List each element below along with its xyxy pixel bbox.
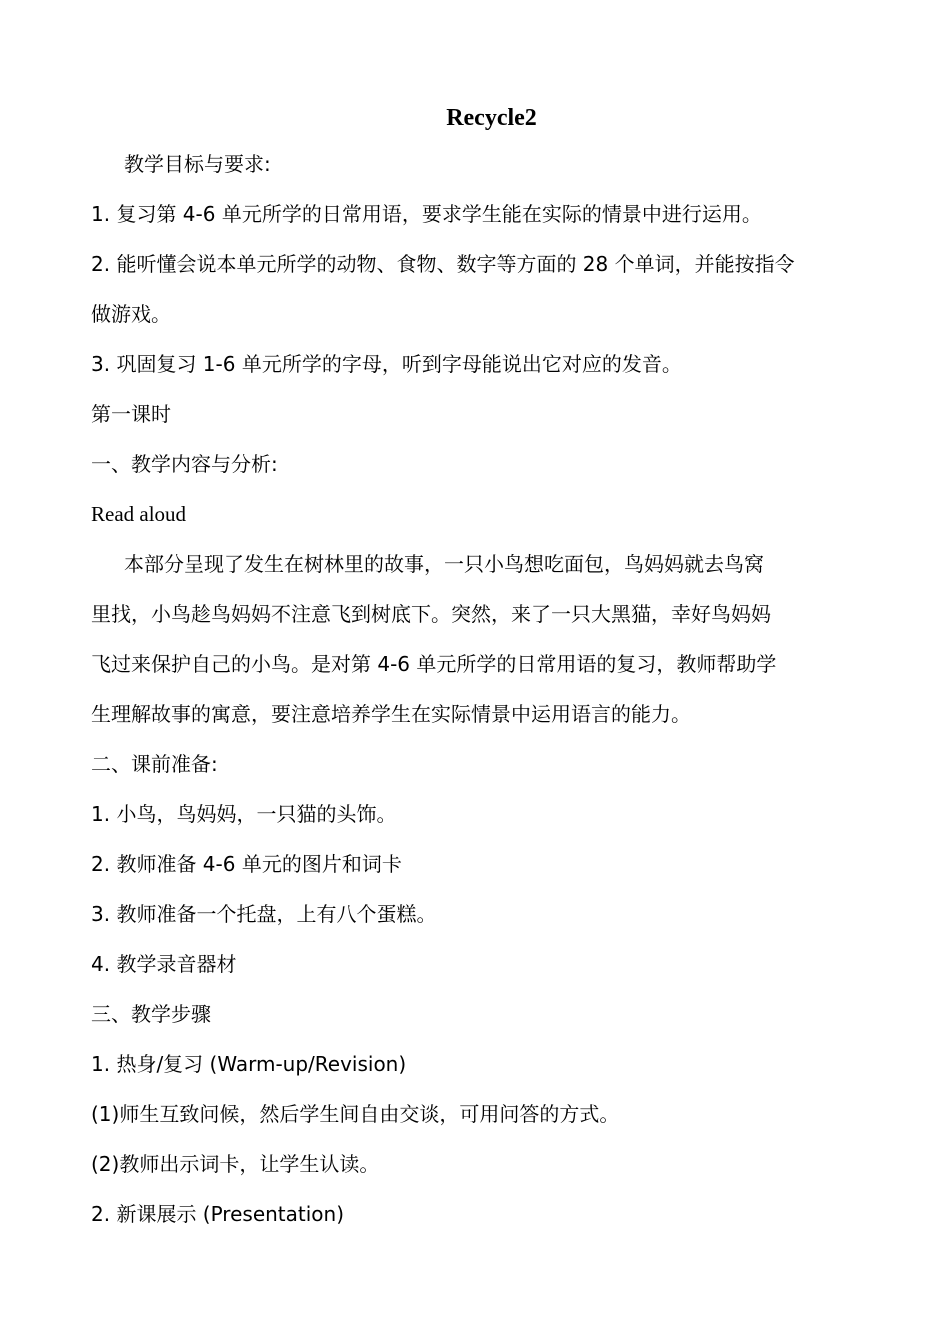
section-heading-teaching-steps: 三、教学步骤 bbox=[91, 1002, 211, 1026]
step-1-item-1: (1)师生互致问候，然后学生间自由交谈，可用问答的方式。 bbox=[91, 1102, 620, 1126]
read-aloud-label: Read aloud bbox=[91, 502, 187, 526]
objective-2: 2. 能听懂会说本单元所学的动物、食物、数字等方面的 28 个单词，并能按指令 bbox=[91, 252, 795, 276]
story-paragraph-line-4: 生理解故事的寓意，要注意培养学生在实际情景中运用语言的能力。 bbox=[91, 702, 691, 726]
objective-2-continued: 做游戏。 bbox=[91, 302, 171, 326]
preparation-item-1: 1. 小鸟，鸟妈妈，一只猫的头饰。 bbox=[91, 802, 397, 826]
lesson-one-heading: 第一课时 bbox=[91, 402, 171, 426]
objective-3: 3. 巩固复习 1-6 单元所学的字母，听到字母能说出它对应的发音。 bbox=[91, 352, 682, 376]
preparation-item-4: 4. 教学录音器材 bbox=[91, 952, 237, 976]
section-heading-objectives: 教学目标与要求: bbox=[124, 152, 271, 176]
section-heading-preparation: 二、课前准备: bbox=[91, 752, 218, 776]
objective-1: 1. 复习第 4-6 单元所学的日常用语，要求学生能在实际的情景中进行运用。 bbox=[91, 202, 762, 226]
step-2-heading: 2. 新课展示 (Presentation) bbox=[91, 1202, 345, 1226]
preparation-item-3: 3. 教师准备一个托盘，上有八个蛋糕。 bbox=[91, 902, 437, 926]
section-heading-content-analysis: 一、教学内容与分析: bbox=[91, 452, 278, 476]
document-title: Recycle2 bbox=[446, 105, 537, 131]
step-1-item-2: (2)教师出示词卡，让学生认读。 bbox=[91, 1152, 380, 1176]
story-paragraph-line-3: 飞过来保护自己的小鸟。是对第 4-6 单元所学的日常用语的复习，教师帮助学 bbox=[91, 652, 777, 676]
story-paragraph-line-1: 本部分呈现了发生在树林里的故事，一只小鸟想吃面包，鸟妈妈就去鸟窝 bbox=[124, 552, 764, 576]
story-paragraph-line-2: 里找，小鸟趁鸟妈妈不注意飞到树底下。突然，来了一只大黑猫，幸好鸟妈妈 bbox=[91, 602, 771, 626]
preparation-item-2: 2. 教师准备 4-6 单元的图片和词卡 bbox=[91, 852, 402, 876]
step-1-heading: 1. 热身/复习 (Warm-up/Revision) bbox=[91, 1052, 407, 1076]
